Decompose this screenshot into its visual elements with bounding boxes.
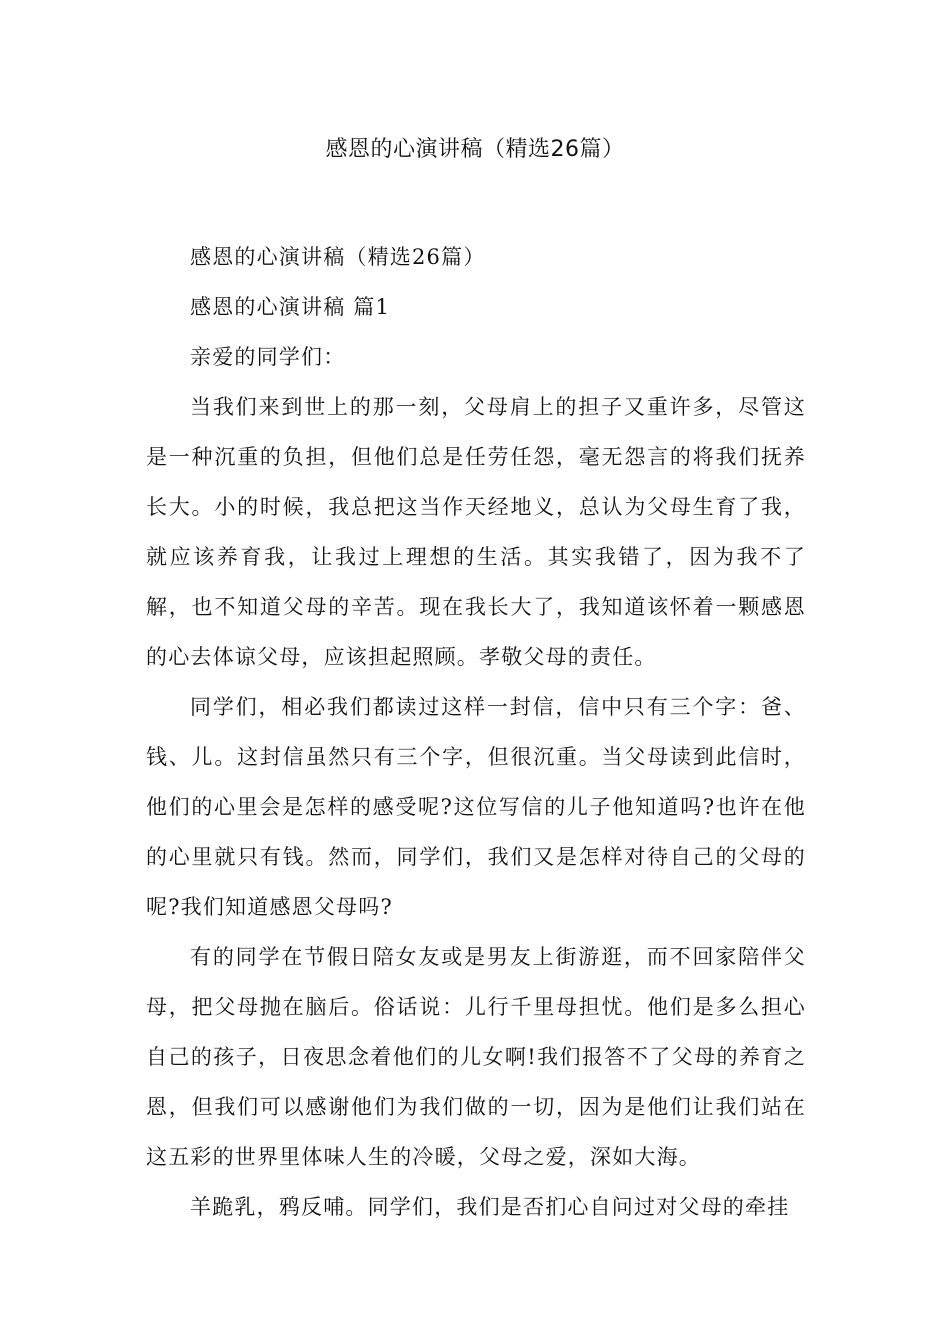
document-body: [146, 232, 806, 1232]
paragraph: 有的同学在节假日陪女友或是男友上街游逛，而不回家陪伴父母，把父母抛在脑后。俗话说：儿行千里母担忧。他们是多么担心自己的孩子，日夜思念着他们的儿女啊!我们报答不了父母的养育之恩，但我们可以感谢他们为我们做的一切，因为是他们让我们站在这五彩的世界里体味人生的冷暖，父母之爱，深如大海。: [146, 945, 806, 1169]
paragraph: 羊跪乳，鸦反哺。同学们，我们是否扪心自问过对父母的牵挂: [190, 1195, 790, 1219]
document-title: 感恩的心演讲稿（精选26篇）: [325, 137, 625, 162]
paragraph: 当我们来到世上的那一刻，父母肩上的担子又重许多，尽管这是一种沉重的负担，但他们总是任劳任怨，毫无怨言的将我们抚养长大。小的时候，我总把这当作天经地义，总认为父母生育了我，就应该养育我，让我过上理想的生活。其实我错了，因为我不了解，也不知道父母的辛苦。现在我长大了，我知道该怀着一颗感恩的心去体谅父母，应该担起照顾。孝敬父母的责任。: [146, 395, 806, 669]
paragraph-salutation: 亲爱的同学们：: [190, 345, 346, 369]
paragraph: 同学们，相必我们都读过这样一封信，信中只有三个字：爸、钱、儿。这封信虽然只有三个字，但很沉重。当父母读到此信时，他们的心里会是怎样的感受呢?这位写信的儿子他知道吗?也许在他的心里就只有钱。然而，同学们，我们又是怎样对待自己的父母的呢?我们知道感恩父母吗?: [146, 695, 806, 919]
paragraph-section-heading: 感恩的心演讲稿 篇1: [190, 295, 391, 319]
paragraph-subtitle: 感恩的心演讲稿（精选26篇）: [190, 245, 486, 269]
